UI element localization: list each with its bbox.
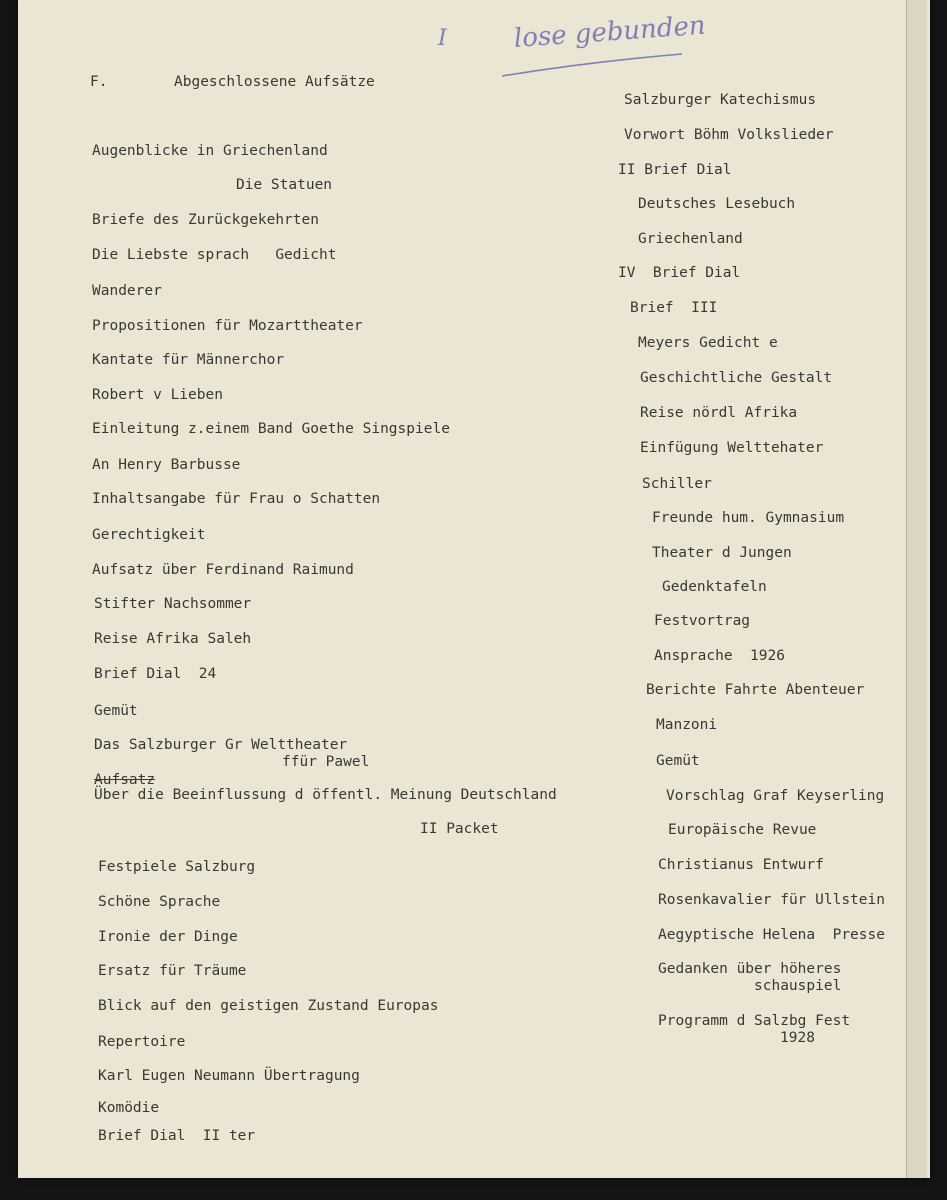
left-item: Komödie	[98, 1100, 160, 1116]
section-title: Abgeschlossene Aufsätze	[174, 74, 375, 90]
right-item: Ansprache 1926	[654, 648, 785, 664]
left-item: Inhaltsangabe für Frau o Schatten	[92, 491, 381, 507]
left-item: Brief Dial II ter	[98, 1128, 256, 1144]
right-item: IV Brief Dial	[618, 265, 741, 281]
right-item: Deutsches Lesebuch	[638, 196, 796, 212]
right-item: Salzburger Katechismus	[624, 92, 817, 108]
left-item: Die Liebste sprach Gedicht	[92, 247, 337, 263]
left-item: Brief Dial 24	[94, 666, 217, 682]
left-item-struck: Aufsatz	[94, 772, 156, 788]
left-item: Festpiele Salzburg	[98, 859, 256, 875]
right-item: Gemüt	[656, 753, 700, 769]
left-item: Augenblicke in Griechenland	[92, 143, 328, 159]
left-item: Wanderer	[92, 283, 162, 299]
handwritten-underline	[498, 52, 688, 82]
left-item: Gemüt	[94, 703, 138, 719]
right-item: schauspiel	[754, 978, 842, 994]
right-item: Schiller	[642, 476, 712, 492]
left-item: Ironie der Dinge	[98, 929, 238, 945]
right-item: Brief III	[630, 300, 718, 316]
handwritten-note: lose gebunden	[512, 10, 707, 54]
left-item: Reise Afrika Saleh	[94, 631, 252, 647]
right-item: II Brief Dial	[618, 162, 732, 178]
left-item: Aufsatz über Ferdinand Raimund	[92, 562, 354, 578]
right-item: Griechenland	[638, 231, 743, 247]
left-item: Die Statuen	[236, 177, 333, 193]
left-item: Karl Eugen Neumann Übertragung	[98, 1068, 360, 1084]
left-item: Über die Beeinflussung d öffentl. Meinung Deutschland	[94, 787, 557, 803]
section-letter: F.	[90, 74, 108, 90]
right-item: Freunde hum. Gymnasium	[652, 510, 845, 526]
right-item: Theater d Jungen	[652, 545, 792, 561]
right-item: Vorwort Böhm Volkslieder	[624, 127, 834, 143]
left-item: Kantate für Männerchor	[92, 352, 285, 368]
attached-paper-strip	[906, 0, 927, 1178]
right-item: Europäische Revue	[668, 822, 817, 838]
left-item: Propositionen für Mozarttheater	[92, 318, 363, 334]
left-item: Stifter Nachsommer	[94, 596, 252, 612]
right-item: Berichte Fahrte Abenteuer	[646, 682, 865, 698]
left-item: Einleitung z.einem Band Goethe Singspiele	[92, 421, 450, 437]
right-item: Gedenktafeln	[662, 579, 767, 595]
right-item: Gedanken über höheres	[658, 961, 842, 977]
right-item: Manzoni	[656, 717, 718, 733]
left-item: ffür Pawel	[282, 754, 370, 770]
left-item: Schöne Sprache	[98, 894, 221, 910]
right-item: Reise nördl Afrika	[640, 405, 798, 421]
left-item: Blick auf den geistigen Zustand Europas	[98, 998, 439, 1014]
left-item: Robert v Lieben	[92, 387, 223, 403]
right-item: Meyers Gedicht e	[638, 335, 778, 351]
left-item: Gerechtigkeit	[92, 527, 206, 543]
left-item: Das Salzburger Gr Welttheater	[94, 737, 348, 753]
right-item: Aegyptische Helena Presse	[658, 927, 885, 943]
left-item: Briefe des Zurückgekehrten	[92, 212, 319, 228]
right-item: Rosenkavalier für Ullstein	[658, 892, 885, 908]
right-item: Einfügung Welttehater	[640, 440, 824, 456]
right-item: Festvortrag	[654, 613, 751, 629]
left-item: An Henry Barbusse	[92, 457, 241, 473]
right-item: 1928	[780, 1030, 815, 1046]
right-item: Programm d Salzbg Fest	[658, 1013, 851, 1029]
left-item: Repertoire	[98, 1034, 186, 1050]
left-item: Ersatz für Träume	[98, 963, 247, 979]
right-item: Vorschlag Graf Keyserling	[666, 788, 885, 804]
right-item: Christianus Entwurf	[658, 857, 824, 873]
right-item: Geschichtliche Gestalt	[640, 370, 833, 386]
document-page	[18, 0, 930, 1178]
handwritten-numeral: I	[438, 26, 447, 51]
packet-heading: II Packet	[420, 821, 499, 837]
